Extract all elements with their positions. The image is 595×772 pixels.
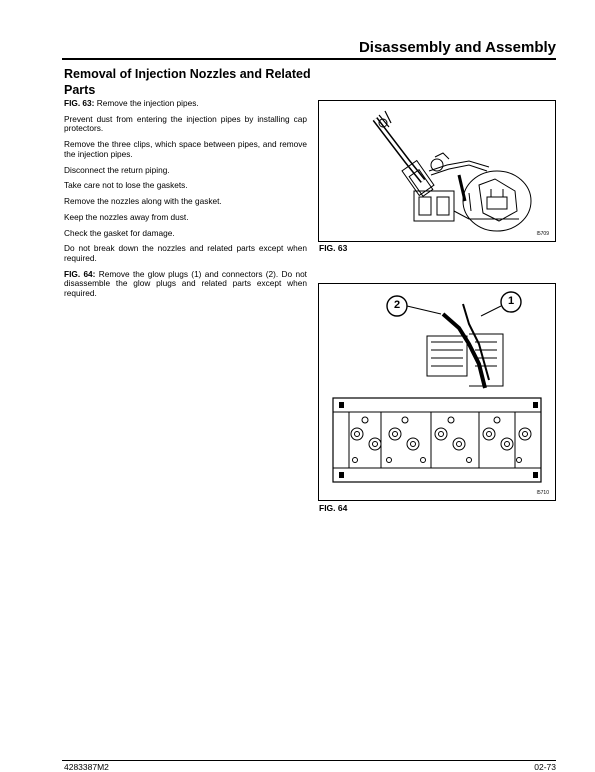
figure-64-number: I5710 [536, 490, 549, 496]
figure-63-caption: FIG. 63 [319, 243, 348, 253]
callout-2: 2 [393, 299, 401, 311]
paragraph: Check the gasket for damage. [64, 227, 175, 238]
paragraph: Disconnect the return piping. [64, 164, 170, 175]
paragraph: Remove the three clips, which space between pipes, and remove the injection pipes. [64, 139, 307, 159]
injection-nozzle-illustration [319, 101, 555, 241]
glow-plug-illustration [319, 284, 555, 500]
body-text [64, 99, 307, 305]
page-header-title: Disassembly and Assembly [358, 39, 556, 56]
section-title: Removal of Injection Nozzles and Related Parts [64, 67, 311, 97]
paragraph: FIG. 63: Remove the injection pipes. [64, 98, 199, 108]
paragraph-label: FIG. 64: [64, 268, 96, 279]
paragraph: Do not break down the nozzles and related parts except when required. [64, 243, 307, 264]
paragraph-label: FIG. 63: [64, 98, 95, 108]
paragraph: Take care not to lose the gaskets. [64, 180, 188, 191]
paragraph: Keep the nozzles away from dust. [64, 211, 189, 222]
figure-63-number: I5709 [536, 231, 549, 237]
figure-64-caption: FIG. 64 [319, 503, 348, 513]
paragraph: Remove the nozzles along with the gasket. [64, 196, 222, 207]
footer-page-number: 02-73 [534, 762, 556, 772]
header-rule [62, 58, 556, 60]
paragraph: Prevent dust from entering the injection pipes by installing cap protectors. [64, 113, 307, 134]
figure-63-frame [318, 100, 556, 242]
paragraph: FIG. 64: Remove the glow plugs (1) and connectors (2). Do not disassemble the glow plugs and related parts except when required. [64, 268, 307, 298]
footer-rule [62, 760, 556, 761]
footer-doc-number: 4283387M2 [64, 762, 109, 772]
figure-64-frame [318, 283, 556, 501]
callout-1: 1 [507, 295, 515, 307]
